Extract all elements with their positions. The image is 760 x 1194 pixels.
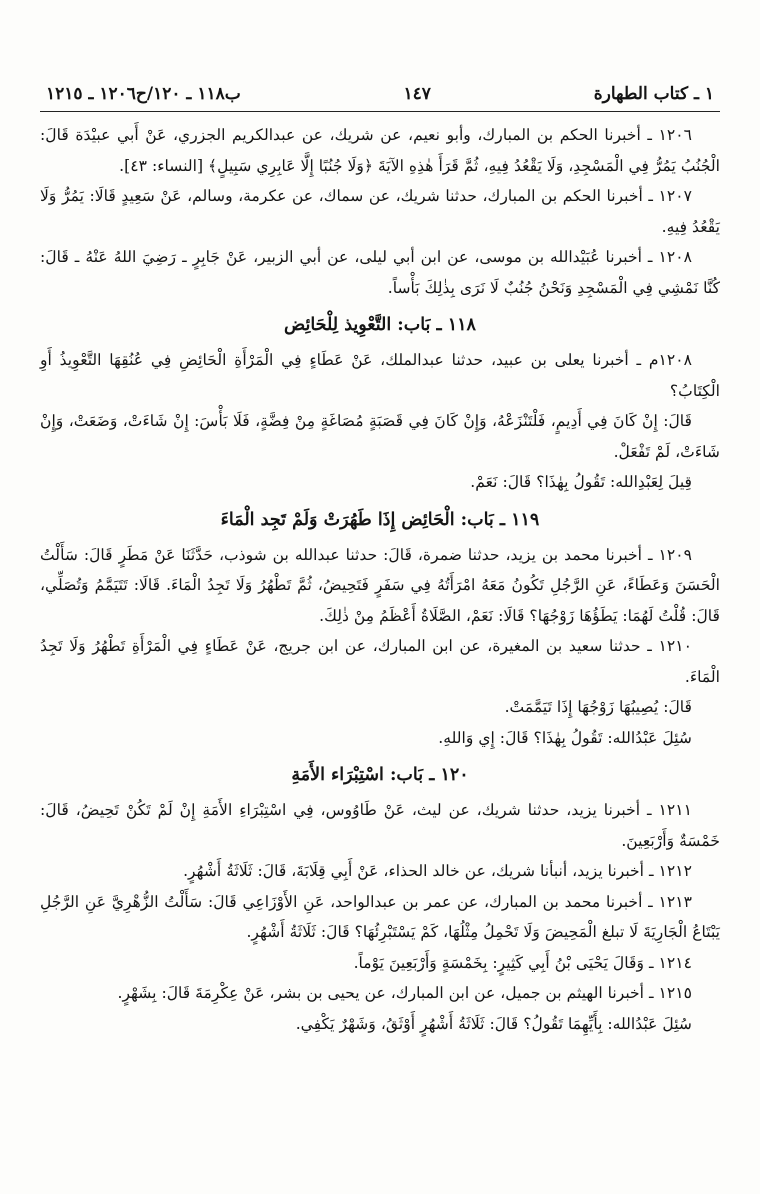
hadith-1215: ١٢١٥ ـ أخبرنا الهيثم بن جميل، عن ابن المبارك، عن يحيى بن بشر، عَنْ عِكْرِمَةَ قَالَ: بِشَهْرٍ. [117,984,692,1002]
hadith-1207: ١٢٠٧ ـ أخبرنا الحكم بن المبارك، حدثنا شريك، عن سماك، عن عكرمة، وسالم، عَنْ سَعِيدٍ قَالَا: يَمُرُّ وَلَا يَقْعُدُ فِيهِ. [40,187,720,236]
chapter-heading-119: ١١٩ ـ بَاب: الْحَائِض إِذَا طَهُرَتْ وَلَمْ تَجِد الْمَاءَ [220,509,540,530]
chapter-heading-118: ١١٨ ـ بَاب: التَّعْوِيذ لِلْحَائِض [284,315,476,335]
hadith-1208m: ١٢٠٨م ـ أخبرنا يعلى بن عبيد، حدثنا عبدالملك، عَنْ عَطَاءٍ فِي الْمَرْأَةِ الْحَائِضِ فِي عُنُقِهَا التَّعْوِيذُ أَوِ الْكِتَابُ؟ [40,351,720,400]
running-header [40,82,720,112]
hadith-1208m-note: قِيلَ لِعَبْدِالله: تَقُولُ بِهٰذَا؟ قَالَ: نَعَمْ. [470,473,692,491]
hadith-1212: ١٢١٢ ـ أخبرنا يزيد، أنبأنا شريك، عن خالد الحذاء، عَنْ أَبِي قِلَابَةَ، قَالَ: ثَلَاثَةُ أَشْهُرٍ. [183,862,692,880]
hadith-1214: ١٢١٤ ـ وَقَالَ يَحْيَى بْنُ أَبِي كَثِيرٍ: بِخَمْسَةٍ وَأَرْبَعِينَ يَوْماً. [353,953,692,972]
hadith-1208m-answer: قَالَ: إِنْ كَانَ فِي أَدِيمٍ، فَلْتَنْزَعْهُ، وَإِنْ كَانَ فِي قَصَبَةٍ مُصَاغَةٍ مِنْ فِضَّةٍ، فَلَا بَأْسَ: إِنْ شَاءَتْ، وَضَعَتْ، وَإِنْ شَاءَتْ، لَمْ تَفْعَلْ. [40,412,720,461]
page-number: ١٤٧ [403,84,431,104]
hadith-1208: ١٢٠٨ ـ أخبرنا عُبَيْدالله بن موسى، عن ابن أبي ليلى، عن أبي الزبير، عَنْ جَابِرٍ ـ رَضِيَ اللهُ عَنْهُ ـ قَالَ: كُنَّا نَمْشِي فِي الْمَسْجِدِ وَنَحْنُ جُنُبٌ لَا نَرَى بِذٰلِكَ بَأْساً. [40,248,720,297]
hadith-1211: ١٢١١ ـ أخبرنا يزيد، حدثنا شريك، عن ليث، عَنْ طَاوُوس، فِي اسْتِبْرَاءِ الأَمَةِ إِنْ لَمْ تَكُنْ تَحِيضُ، قَالَ: خَمْسَةٌ وَأَرْبَعِينَ. [40,801,720,850]
page-body [40,120,720,1039]
hadith-1206: ١٢٠٦ ـ أخبرنا الحكم بن المبارك، وأبو نعيم، عن شريك، عن عبدالكريم الجزري، عَنْ أَبي عبيْدَة قَالَ: الْجُنُبُ يَمُرُّ فِي الْمَسْجِدِ، وَلَا يَقْعُدُ فِيهِ، ثُمَّ قَرَأَ هٰذِهِ الآيَةَ ﴿وَلَا جُنُبًا إِلَّا عَابِرِي سَبِيلٍ﴾ [النساء: ٤٣]. [40,126,720,175]
header-hadith-range: ب١١٨ ـ ١٢٠/ح١٢٠٦ ـ ١٢١٥ [46,84,241,104]
hadith-1209: ١٢٠٩ ـ أخبرنا محمد بن يزيد، حدثنا ضمرة، قَالَ: حدثنا عبدالله بن شوذب، حَدَّثَنَا عَنْ مَطَرٍ قَالَ: سَأَلْتُ الْحَسَنَ وَعَطَاءً، عَنِ الرَّجُلِ تَكُونُ مَعَهُ امْرَأَتُهُ فِي سَفَرٍ فَتَحِيضُ، ثُمَّ تَطْهُرُ وَلَا تَجِدُ الْمَاءَ. قَالَا: تَتَيَمَّمُ وَتُصَلِّي، قَالَ: قُلْتُ لَهُمَا: يَطَؤُهَا زَوْجُهَا؟ قَالَا: نَعَمْ، الصَّلَاةُ أَعْظَمُ مِنْ ذٰلِكَ. [40,545,720,625]
hadith-1213: ١٢١٣ ـ أخبرنا محمد بن المبارك، عن عمر بن عبدالواحد، عَنِ الأَوْزَاعِي قَالَ: سَأَلْتُ الزُّهْرِيَّ عَنِ الرَّجُلِ يَبْتَاعُ الْجَارِيَةَ لَا تبلغ الْمَحِيضَ وَلَا تَحْمِلُ مِثْلُهَا، كَمْ يَسْتَبْرِئُهَا؟ قَالَ: ثَلَاثَةُ أَشْهُرٍ. [40,892,720,941]
chapter-heading-120: ١٢٠ ـ بَاب: اسْتِبْرَاء الأَمَةِ [291,765,469,785]
header-book-title: ١ ـ كتاب الطهارة [593,84,714,104]
hadith-1210-answer: قَالَ: يُصِيبُهَا زَوْجُهَا إِذَا تَيَمَّمَتْ. [504,698,692,716]
hadith-1210-note: سُئِلَ عَبْدُالله: تَقُولُ بِهٰذَا؟ قَالَ: إِي وَاللهِ. [438,728,692,747]
hadith-1210: ١٢١٠ ـ حدثنا سعيد بن المغيرة، عن ابن المبارك، عن ابن جريج، عَنْ عَطَاءٍ فِي الْمَرْأَةِ تَطْهُرُ وَلَا تَجِدُ الْمَاءَ. [40,637,720,686]
hadith-1215-note: سُئِلَ عَبْدُالله: بِأَيِّهِمَا تَقُولُ؟ قَالَ: ثَلَاثَةُ أَشْهُرٍ أَوْثَقُ، وَشَهْرٌ يَكْفِي. [295,1014,692,1033]
